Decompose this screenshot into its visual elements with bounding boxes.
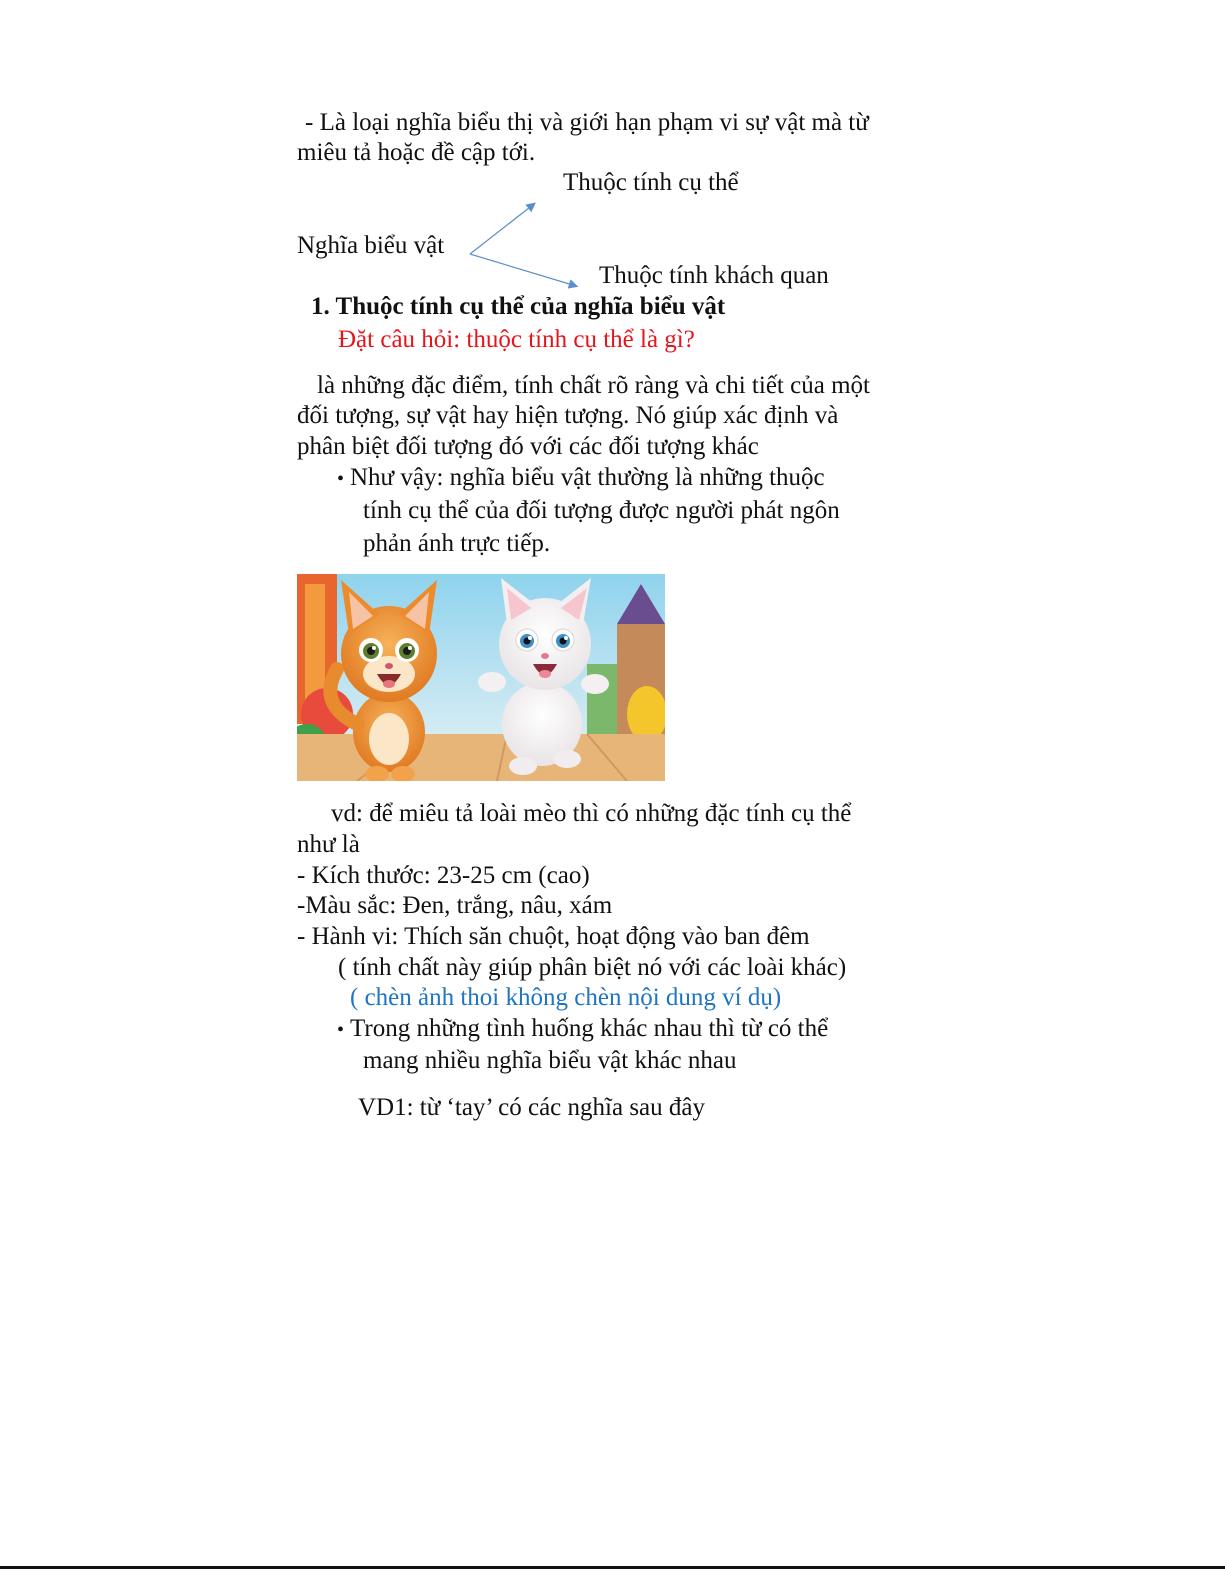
- intro-line-2: miêu tả hoặc đề cập tới.: [297, 139, 536, 166]
- page-bottom-border: [0, 1566, 1225, 1569]
- example-blue-note: ( chèn ảnh thoi không chèn nội dung ví dụ): [350, 984, 782, 1011]
- example-line-1: vd: để miêu tả loài mèo thì có những đặc tính cụ thể: [331, 800, 852, 827]
- bullet-icon: •: [337, 1019, 345, 1041]
- definition-line-1: là những đặc điểm, tính chất rõ ràng và chi tiết của một: [317, 372, 870, 399]
- bullet1-line-1: Như vậy: nghĩa biểu vật thường là những thuộc: [350, 464, 825, 491]
- example-line-2: như là: [297, 831, 360, 858]
- bullet2-line-2: mang nhiều nghĩa biểu vật khác nhau: [363, 1047, 737, 1074]
- diagram-root: Nghĩa biểu vật: [297, 232, 445, 259]
- example-behavior: - Hành vi: Thích săn chuột, hoạt động vào ban đêm: [297, 923, 810, 950]
- bullet1-line-3: phản ánh trực tiếp.: [363, 530, 551, 557]
- diagram-branch-bottom: Thuộc tính khách quan: [599, 262, 829, 289]
- diagram-arrows: [460, 190, 590, 295]
- arrow-to-top-branch: [470, 204, 534, 254]
- example-color: -Màu sắc: Đen, trắng, nâu, xám: [297, 892, 613, 919]
- example-note: ( tính chất này giúp phân biệt nó với các loài khác): [338, 954, 847, 981]
- bullet2-line-1: Trong những tình huống khác nhau thì từ có thể: [350, 1015, 829, 1042]
- example-size: - Kích thước: 23-25 cm (cao): [297, 862, 590, 889]
- definition-line-3: phân biệt đối tượng đó với các đối tượng khác: [297, 433, 759, 460]
- bullet-icon: •: [337, 468, 345, 490]
- definition-line-2: đối tượng, sự vật hay hiện tượng. Nó giúp xác định và: [297, 402, 839, 429]
- diagram-branch-top: Thuộc tính cụ thể: [563, 169, 739, 196]
- intro-line-1: - Là loại nghĩa biểu thị và giới hạn phạm vi sự vật mà từ: [305, 109, 869, 136]
- cats-illustration-icon: [297, 574, 665, 781]
- bullet1-line-2: tính cụ thể của đối tượng được người phát ngôn: [363, 497, 840, 524]
- section-heading: 1. Thuộc tính cụ thể của nghĩa biểu vật: [311, 293, 726, 320]
- arrow-to-bottom-branch: [470, 254, 576, 286]
- example-vd1: VD1: từ ‘tay’ có các nghĩa sau đây: [358, 1094, 705, 1121]
- section-question: Đặt câu hỏi: thuộc tính cụ thể là gì?: [338, 326, 695, 353]
